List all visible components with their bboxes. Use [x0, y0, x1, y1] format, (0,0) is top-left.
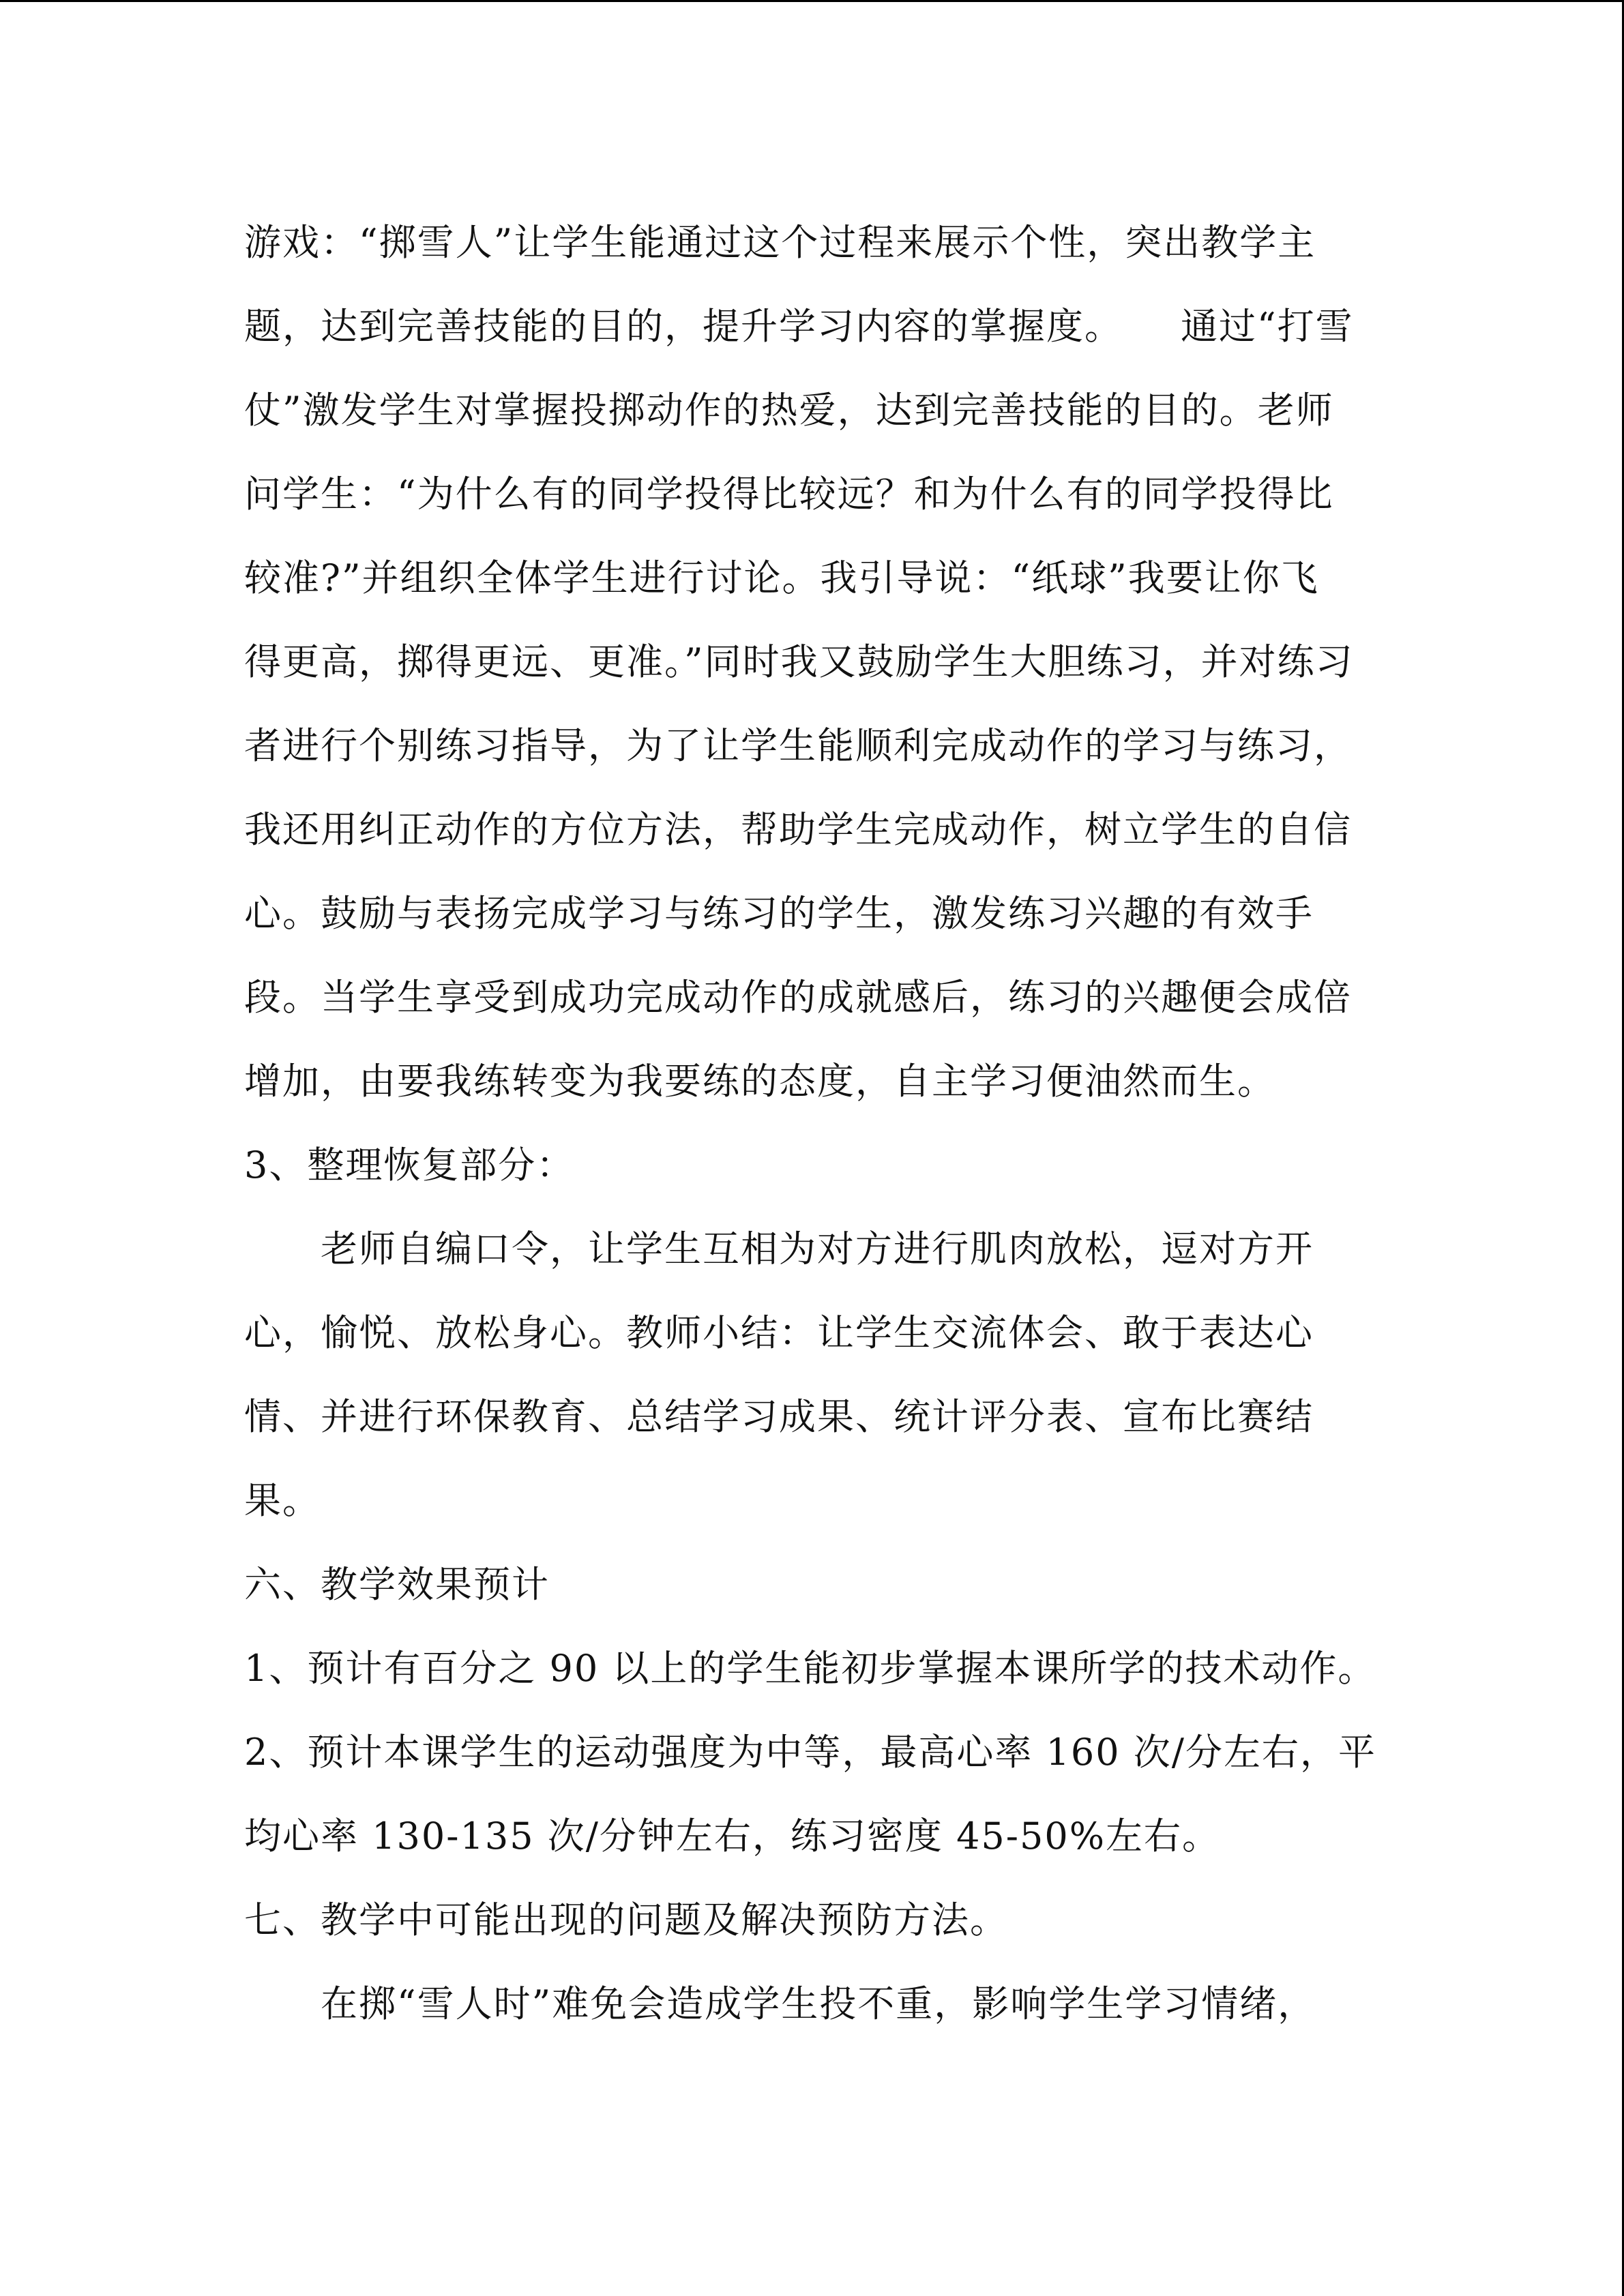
text-line: 者进行个别练习指导，为了让学生能顺利完成动作的学习与练习， [244, 724, 1352, 767]
text-line: 均心率 130-135 次/分钟左右，练习密度 45-50%左右。 [244, 1815, 1221, 1858]
list-item: 1、预计有百分之 90 以上的学生能初步掌握本课所学的技术动作。 [244, 1647, 1376, 1690]
text-line: 心，愉悦、放松身心。教师小结：让学生交流体会、敢于表达心 [244, 1311, 1314, 1354]
section-heading: 七、教学中可能出现的问题及解决预防方法。 [244, 1898, 1008, 1941]
text-line: 题，达到完善技能的目的，提升学习内容的掌握度。 通过“打雪 [244, 305, 1354, 348]
text-line: 段。当学生享受到成功完成动作的成就感后，练习的兴趣便会成倍 [244, 976, 1352, 1019]
text-line: 果。 [244, 1479, 321, 1522]
text-line: 仗”激发学生对掌握投掷动作的热爱，达到完善技能的目的。老师 [244, 389, 1334, 432]
text-line: 得更高，掷得更远、更准。”同时我又鼓励学生大胆练习，并对练习 [244, 640, 1354, 683]
text-line: 问学生：“为什么有的同学投得比较远？和为什么有的同学投得比 [244, 473, 1334, 516]
section-heading: 3、整理恢复部分： [244, 1144, 575, 1187]
text-line: 较准?”并组织全体学生进行讨论。我引导说：“纸球”我要让你飞 [244, 556, 1319, 599]
text-line: 游戏：“掷雪人”让学生能通过这个过程来展示个性，突出教学主 [244, 221, 1316, 264]
text-line: 在掷“雪人时”难免会造成学生投不重，影响学生学习情绪， [321, 1982, 1316, 2025]
text-line: 心。鼓励与表扬完成学习与练习的学生，激发练习兴趣的有效手 [244, 892, 1314, 935]
text-line: 老师自编口令，让学生互相为对方进行肌肉放松，逗对方开 [321, 1227, 1314, 1270]
text-line: 情、并进行环保教育、总结学习成果、统计评分表、宣布比赛结 [244, 1395, 1314, 1438]
text-line: 增加，由要我练转变为我要练的态度，自主学习便油然而生。 [244, 1060, 1275, 1103]
section-heading: 六、教学效果预计 [244, 1563, 550, 1606]
text-line: 我还用纠正动作的方位方法，帮助学生完成动作，树立学生的自信 [244, 808, 1352, 851]
list-item: 2、预计本课学生的运动强度为中等，最高心率 160 次/分左右，平 [244, 1731, 1376, 1774]
